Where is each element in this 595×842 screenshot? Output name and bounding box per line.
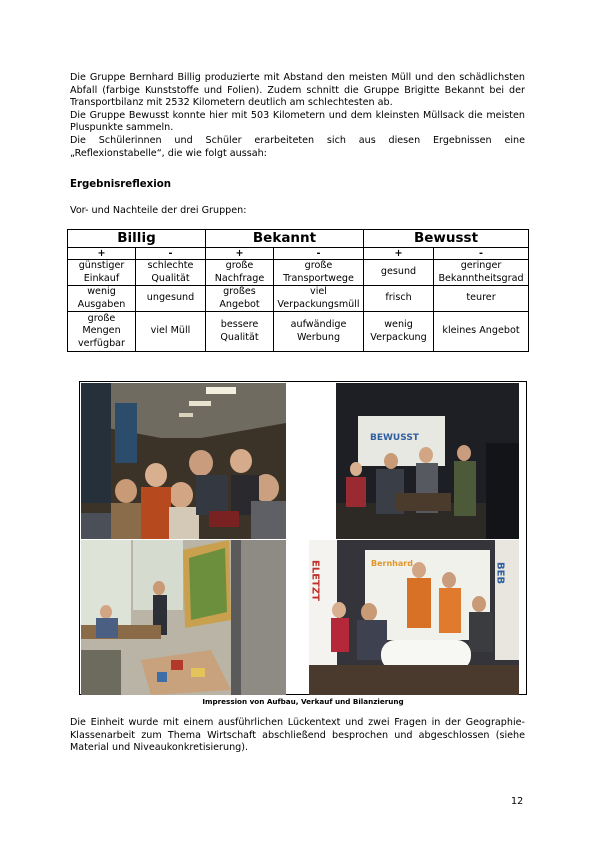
photo-students-image [309, 540, 519, 695]
intro-line: Pluspunkte sammeln. [70, 122, 174, 134]
table-cell: ungesund [136, 286, 206, 312]
board-text-bernhard: Bernhard [371, 559, 413, 568]
intro-line: Abfall (farbige Kunststoffe und Folien). Zudem schnitt die Gruppe Brigitte Bekannt bei der [70, 84, 525, 96]
page-number: 12 [511, 796, 524, 807]
table-cell: gesund [364, 260, 434, 286]
photo-classroom-map [81, 540, 286, 695]
reflection-table [67, 229, 529, 352]
table-cell: große Mengen verfügbar [68, 312, 136, 352]
intro-line: „Reflexionstabelle“, die wie folgt aussah: [70, 147, 267, 159]
intro-paragraph [70, 72, 525, 160]
table-row [68, 312, 529, 352]
group-header-bekannt: Bekannt [206, 230, 364, 248]
table-row [68, 260, 529, 286]
intro-line: Die Schülerinnen und Schüler erarbeiteten sich aus diesen Ergebnissen eine [70, 134, 525, 146]
board-text-bewusst: BEWUSST [370, 433, 419, 443]
plus-cell: + [68, 248, 136, 260]
photo-board-image [336, 383, 519, 539]
table-cell: große Nachfrage [206, 260, 274, 286]
table-cell: frisch [364, 286, 434, 312]
group-header-billig: Billig [68, 230, 206, 248]
intro-line: Die Gruppe Bernhard Billig produzierte mit Abstand den meisten Müll und den schädlichsten [70, 72, 525, 83]
table-row [68, 286, 529, 312]
table-cell: kleines Angebot [434, 312, 529, 352]
closing-paragraph [70, 717, 525, 755]
sign-row [68, 248, 529, 260]
minus-cell: - [434, 248, 529, 260]
closing-line: Klassenarbeit zum Thema Wirtschaft abschließend besprochen und abgeschlossen (siehe [70, 729, 525, 741]
letters-left: ELETZT [309, 560, 321, 601]
section-heading: Ergebnisreflexion [70, 179, 171, 190]
photo-caption: Impression von Aufbau, Verkauf und Bilanzierung [202, 697, 404, 706]
table-cell: großes Angebot [206, 286, 274, 312]
letters-right: BEB [494, 562, 506, 585]
table-cell: teurer [434, 286, 529, 312]
table-cell: viel Verpackungsmüll [274, 286, 364, 312]
closing-line: Material und Niveaukonkretisierung). [70, 742, 249, 754]
table-cell: große Transportwege [274, 260, 364, 286]
closing-line: Die Einheit wurde mit einem ausführlichen Lückentext und zwei Fragen in der Geographie- [70, 717, 525, 728]
intro-line: Die Gruppe Bewusst konnte hier mit 503 Kilometern und dem kleinsten Müllsack die meisten [70, 109, 525, 121]
table-cell: günstiger Einkauf [68, 260, 136, 286]
table-cell: schlechte Qualität [136, 260, 206, 286]
intro-line: Transportbilanz mit 2532 Kilometern deutlich am schlechtesten ab. [70, 97, 393, 109]
minus-cell: - [274, 248, 364, 260]
photo-students-board [309, 540, 519, 695]
minus-cell: - [136, 248, 206, 260]
photo-collage [79, 381, 527, 695]
table-cell: wenig Verpackung [364, 312, 434, 352]
table-cell: geringer Bekanntheitsgrad [434, 260, 529, 286]
photo-classroom-image [81, 540, 286, 695]
plus-cell: + [364, 248, 434, 260]
photo-hallway-image [81, 383, 286, 539]
plus-cell: + [206, 248, 274, 260]
table-cell: aufwändige Werbung [274, 312, 364, 352]
table-cell: viel Müll [136, 312, 206, 352]
section-subheading: Vor- und Nachteile der drei Gruppen: [70, 205, 247, 216]
photo-hallway-crowd [81, 383, 286, 539]
table-cell: wenig Ausgaben [68, 286, 136, 312]
photo-board-hall [336, 383, 519, 539]
group-header-row [68, 230, 529, 248]
table-cell: bessere Qualität [206, 312, 274, 352]
group-header-bewusst: Bewusst [364, 230, 529, 248]
